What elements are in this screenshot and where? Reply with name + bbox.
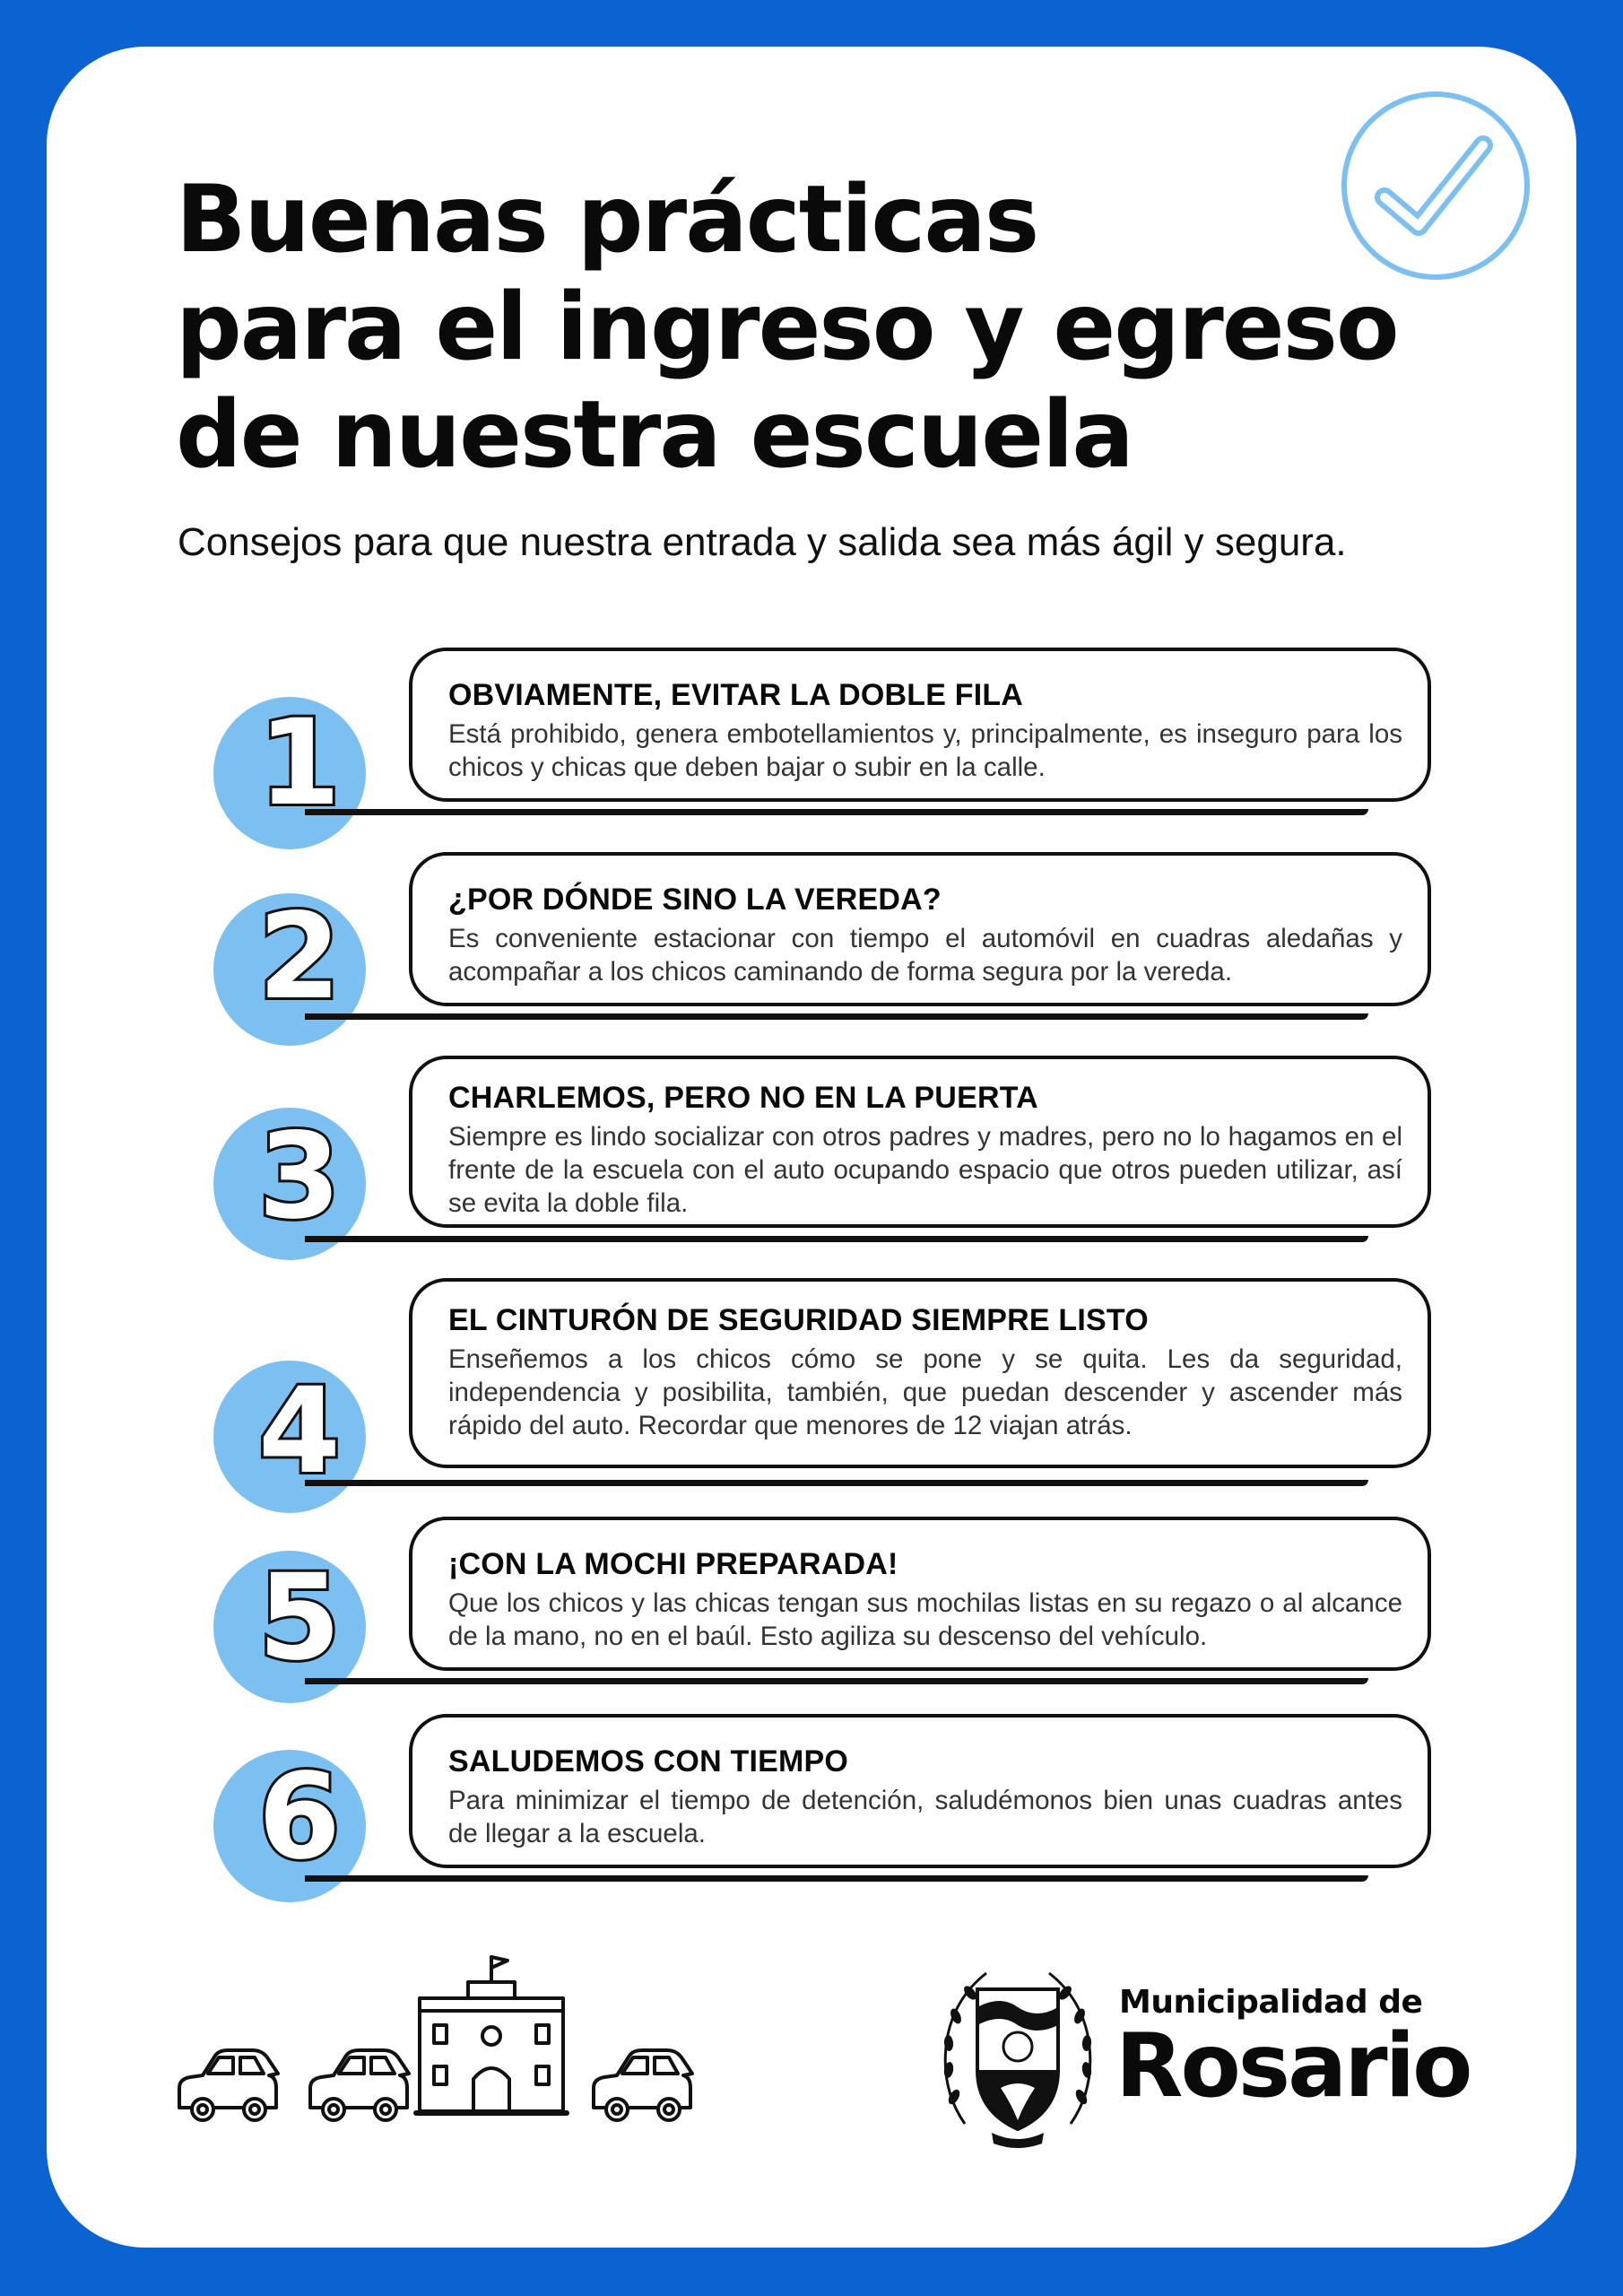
step-card [409, 648, 1431, 802]
logo-municipalidad: Municipalidad de [1119, 1984, 1423, 2021]
step-shadow-line [305, 1236, 1368, 1242]
step-text: Siempre es lindo socializar con otros padres y madres, pero no lo hagamos en el frente de la escuela con el auto ocupando espacio que otros pueden utilizar, así se evita la doble fila. [448, 1122, 1402, 1218]
step-text: Está prohibido, genera embotellamientos y, principalmente, es inseguro para los chicos y chicas que deben bajar o subir en la calle. [448, 719, 1402, 782]
step-card [409, 1517, 1431, 1671]
step-number [258, 888, 366, 1026]
title-line-2: para el ingreso y egreso [176, 274, 1398, 381]
step-shadow-line [305, 1678, 1368, 1684]
step-card [409, 852, 1431, 1006]
step-card [409, 1056, 1431, 1228]
svg-text:6: 6 [258, 1748, 341, 1886]
step-text: Enseñemos a los chicos cómo se pone y se quita. Les da seguridad, independencia y posibilita, también, que puedan descender y ascender más rápido del auto. Recordar que menores de 12 viajan atrás. [448, 1344, 1402, 1440]
svg-text:3: 3 [258, 1108, 341, 1246]
step-heading: EL CINTURÓN DE SEGURIDAD SIEMPRE LISTO [448, 1303, 1149, 1337]
subtitle: Consejos para que nuestra entrada y salida sea más ágil y segura. [178, 520, 1347, 564]
school-building-icon [416, 1957, 567, 2113]
step-card [409, 1714, 1431, 1868]
car-icon [310, 2050, 409, 2120]
step-heading: OBVIAMENTE, EVITAR LA DOBLE FILA [448, 678, 1024, 712]
svg-text:4: 4 [258, 1362, 341, 1500]
step-shadow-line [305, 1480, 1368, 1486]
car-icon [179, 2050, 278, 2120]
step-heading: SALUDEMOS CON TIEMPO [448, 1744, 849, 1779]
step-text: Es conveniente estacionar con tiempo el automóvil en cuadras aledañas y acompañar a los chicos caminando de forma segura por la vereda. [448, 924, 1402, 987]
step-heading: ¡CON LA MOCHI PREPARADA! [448, 1547, 898, 1581]
step-shadow-line [305, 809, 1368, 815]
svg-text:2: 2 [258, 888, 341, 1026]
step-number [258, 1362, 366, 1500]
step-card [409, 1278, 1431, 1468]
step-text: Que los chicos y las chicas tengan sus mochilas listas en su regazo o al alcance de la mano, no en el baúl. Esto agiliza su descenso del vehículo. [448, 1588, 1402, 1651]
svg-text:1: 1 [258, 694, 341, 832]
step-heading: CHARLEMOS, PERO NO EN LA PUERTA [448, 1081, 1038, 1115]
title-line-1: Buenas prácticas [176, 166, 1038, 274]
step-number [258, 1549, 366, 1687]
step-number [258, 694, 366, 832]
step-text: Para minimizar el tiempo de detención, saludémonos bien unas cuadras antes de llegar a la escuela. [448, 1786, 1402, 1848]
step-number [258, 1748, 366, 1886]
logo-rosario: Rosario [1115, 2015, 1471, 2118]
car-icon [594, 2050, 692, 2120]
cars-and-school-illustration [176, 1953, 696, 2133]
step-shadow-line [305, 1875, 1368, 1882]
svg-text:5: 5 [258, 1549, 341, 1687]
step-shadow-line [305, 1013, 1368, 1020]
step-number [258, 1108, 366, 1246]
coat-of-arms-icon [938, 1953, 1098, 2152]
page-title [176, 166, 1449, 489]
step-heading: ¿POR DÓNDE SINO LA VEREDA? [448, 883, 942, 917]
title-line-3: de nuestra escuela [176, 381, 1133, 489]
